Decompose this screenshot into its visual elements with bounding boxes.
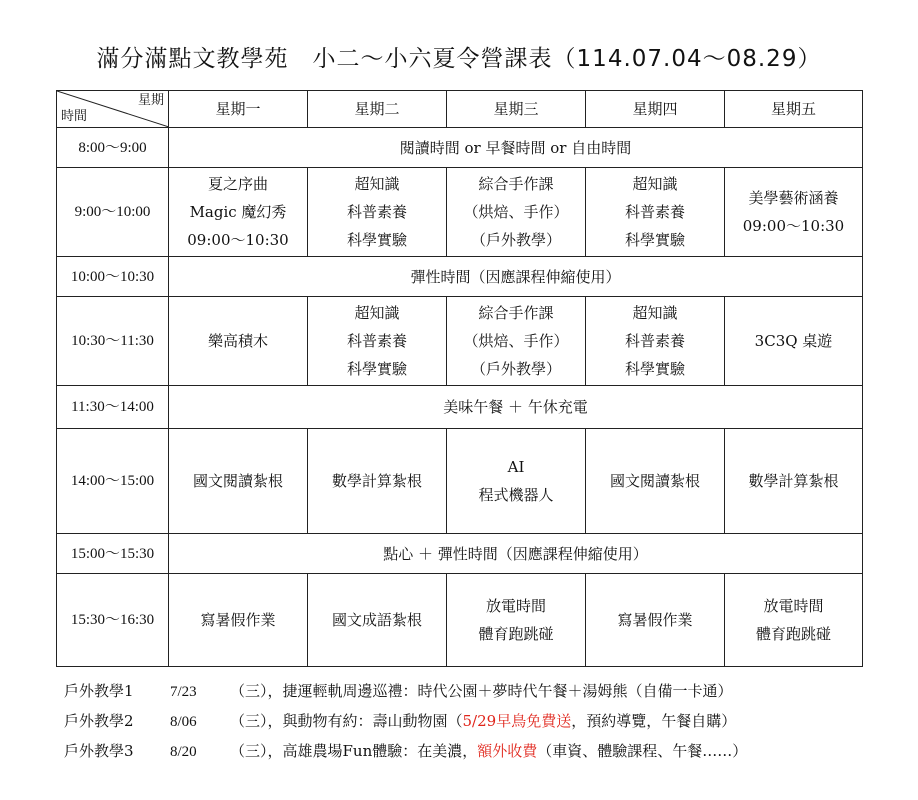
note-text: （三），高雄農場Fun體驗：在美濃， xyxy=(230,742,478,760)
activity-line: 科學實驗 xyxy=(624,360,685,378)
span-activity: 美味午餐 ＋ 午休充電 xyxy=(169,386,863,429)
note-label: 戶外教學1 xyxy=(64,682,134,700)
activity-line: （烘焙、手作） xyxy=(463,203,569,221)
note-date: 7/23 xyxy=(170,684,197,700)
activity-cell-mon xyxy=(169,168,308,257)
activity-line: 科學實驗 xyxy=(346,231,407,249)
activity-line: 09:00～10:30 xyxy=(742,217,845,235)
note-label: 戶外教學2 xyxy=(64,712,134,730)
day-header-thu: 星期四 xyxy=(586,91,725,128)
span-activity: 點心 ＋ 彈性時間（因應課程伸縮使用） xyxy=(169,534,863,574)
table-row xyxy=(57,574,863,667)
note-text: （三），與動物有約：壽山動物園（ xyxy=(230,712,463,730)
activity-line: 體育跑跳碰 xyxy=(755,625,831,643)
activity-cell-wed xyxy=(447,168,586,257)
page-title: 滿分滿點文教學苑 小二～小六夏令營課表（114.07.04～08.29） xyxy=(96,46,822,72)
activity-line: （戶外教學） xyxy=(470,360,561,378)
activity-cell-tue xyxy=(308,297,447,386)
activity-line: 綜合手作課 xyxy=(478,175,554,193)
table-row xyxy=(57,257,863,297)
activity-cell-wed xyxy=(447,574,586,667)
activity-line: （戶外教學） xyxy=(470,231,561,249)
span-activity: 彈性時間（因應課程伸縮使用） xyxy=(169,257,863,297)
activity-line: 體育跑跳碰 xyxy=(478,625,554,643)
activity-line: 科普素養 xyxy=(624,332,685,350)
activity-line: 放電時間 xyxy=(485,597,546,615)
activity-cell-mon: 國文閱讀紮根 xyxy=(169,429,308,534)
note-text: （車資、體驗課程、午餐……） xyxy=(537,742,748,760)
activity-cell-wed xyxy=(447,429,586,534)
table-row xyxy=(57,534,863,574)
activity-line: 科學實驗 xyxy=(624,231,685,249)
day-header-fri: 星期五 xyxy=(725,91,863,128)
note-date: 8/20 xyxy=(170,744,197,760)
activity-cell-thu: 寫暑假作業 xyxy=(586,574,725,667)
activity-cell-mon: 寫暑假作業 xyxy=(169,574,308,667)
activity-cell-fri: 數學計算紮根 xyxy=(725,429,863,534)
activity-line: 超知識 xyxy=(632,175,678,193)
activity-cell-tue xyxy=(308,168,447,257)
activity-cell-fri xyxy=(725,574,863,667)
note-date: 8/06 xyxy=(170,714,197,730)
day-header-wed: 星期三 xyxy=(447,91,586,128)
activity-line: 科普素養 xyxy=(346,203,407,221)
note-text: ，預約導覽，午餐自購） xyxy=(571,712,737,730)
activity-cell-tue: 國文成語紮根 xyxy=(308,574,447,667)
table-row xyxy=(57,297,863,386)
activity-cell-mon: 樂高積木 xyxy=(169,297,308,386)
span-activity: 閱讀時間 or 早餐時間 or 自由時間 xyxy=(169,128,863,168)
table-row xyxy=(57,386,863,429)
activity-cell-thu xyxy=(586,168,725,257)
note-highlight: 額外收費 xyxy=(477,742,538,760)
activity-cell-fri: 3C3Q 桌遊 xyxy=(725,297,863,386)
activity-line: （烘焙、手作） xyxy=(463,332,569,350)
corner-cell xyxy=(57,91,169,128)
header-row xyxy=(57,91,863,128)
time-slot: 10:30～11:30 xyxy=(57,297,169,386)
corner-day-label: 星期 xyxy=(137,93,164,108)
activity-line: 超知識 xyxy=(632,304,678,322)
time-slot: 15:30～16:30 xyxy=(57,574,169,667)
note-outdoor-3 xyxy=(64,736,904,766)
activity-cell-thu xyxy=(586,297,725,386)
activity-cell-tue: 數學計算紮根 xyxy=(308,429,447,534)
activity-cell-wed xyxy=(447,297,586,386)
activity-line: 科普素養 xyxy=(346,332,407,350)
activity-line: 09:00～10:30 xyxy=(187,231,289,249)
note-label: 戶外教學3 xyxy=(64,742,134,760)
activity-line: 程式機器人 xyxy=(478,486,554,504)
note-text: （三），捷運輕軌周邊巡禮：時代公園＋夢時代午餐＋湯姆熊（自備一卡通） xyxy=(230,682,733,700)
schedule-table xyxy=(56,90,863,667)
time-slot: 15:00～15:30 xyxy=(57,534,169,574)
table-row xyxy=(57,168,863,257)
time-slot: 8:00～9:00 xyxy=(57,128,169,168)
table-row xyxy=(57,128,863,168)
corner-time-label: 時間 xyxy=(61,109,88,124)
activity-cell-thu: 國文閱讀紮根 xyxy=(586,429,725,534)
activity-line: 夏之序曲 xyxy=(207,175,268,193)
activity-line: 超知識 xyxy=(354,175,400,193)
activity-line: 超知識 xyxy=(354,304,400,322)
activity-line: Magic 魔幻秀 xyxy=(189,203,287,221)
activity-line: AI xyxy=(507,458,525,476)
day-header-tue: 星期二 xyxy=(308,91,447,128)
activity-line: 美學藝術涵養 xyxy=(748,189,839,207)
activity-line: 綜合手作課 xyxy=(478,304,554,322)
activity-line: 放電時間 xyxy=(763,597,824,615)
activity-cell-fri xyxy=(725,168,863,257)
note-outdoor-1 xyxy=(64,676,904,706)
day-header-mon: 星期一 xyxy=(169,91,308,128)
time-slot: 9:00～10:00 xyxy=(57,168,169,257)
activity-line: 科普素養 xyxy=(624,203,685,221)
activity-line: 科學實驗 xyxy=(346,360,407,378)
time-slot: 10:00～10:30 xyxy=(57,257,169,297)
note-outdoor-2 xyxy=(64,706,904,736)
time-slot: 14:00～15:00 xyxy=(57,429,169,534)
outdoor-notes xyxy=(64,676,904,766)
note-highlight: 5/29早鳥免費送 xyxy=(462,712,572,730)
time-slot: 11:30～14:00 xyxy=(57,386,169,429)
table-row xyxy=(57,429,863,534)
